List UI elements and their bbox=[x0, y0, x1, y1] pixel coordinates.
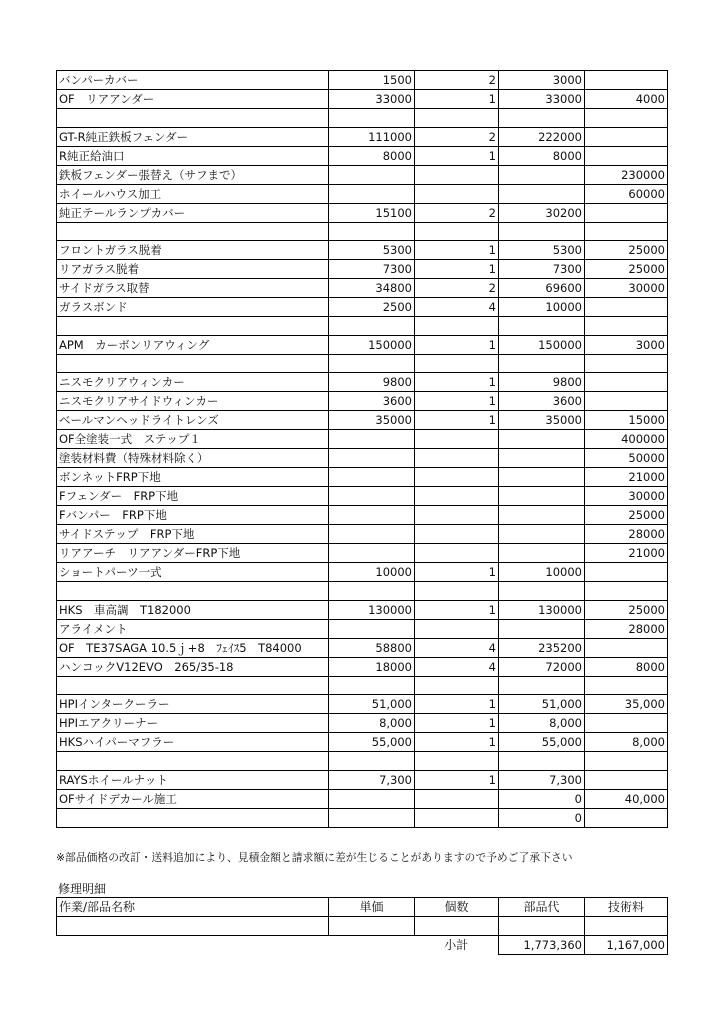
empty-cell bbox=[57, 917, 329, 936]
cell-price bbox=[329, 109, 415, 128]
cell-labor: 8000 bbox=[585, 657, 668, 676]
cell-price: 5300 bbox=[329, 241, 415, 260]
table-row bbox=[57, 354, 668, 373]
cell-parts bbox=[499, 525, 585, 544]
cell-price: 7300 bbox=[329, 260, 415, 279]
cell-name: ボンネットFRP下地 bbox=[57, 468, 329, 487]
table-row bbox=[57, 563, 668, 582]
cell-price bbox=[329, 582, 415, 601]
cell-parts bbox=[499, 109, 585, 128]
cell-name: OF TE37SAGA 10.5ｊ+8 ﾌｪｲｽ5 T84000 bbox=[57, 638, 329, 657]
disclaimer-note: ※部品価格の改訂・送料追加により、見積金額と請求額に差が生じることがありますので予めご了承下さい bbox=[56, 851, 573, 864]
cell-labor: 3000 bbox=[585, 335, 668, 354]
cell-name: サイドガラス取替 bbox=[57, 279, 329, 298]
cell-name: HKSハイパーマフラー bbox=[57, 733, 329, 752]
cell-name: ニスモクリアサイドウィンカー bbox=[57, 392, 329, 411]
cell-name: ハンコックV12EVO 265/35-18 bbox=[57, 657, 329, 676]
cell-parts: 3000 bbox=[499, 71, 585, 90]
subtotal-row bbox=[57, 936, 668, 955]
cell-name bbox=[57, 752, 329, 771]
cell-price: 35000 bbox=[329, 411, 415, 430]
cell-qty bbox=[415, 487, 499, 506]
cell-qty: 1 bbox=[415, 392, 499, 411]
cell-price: 2500 bbox=[329, 298, 415, 317]
cell-parts bbox=[499, 317, 585, 336]
cell-qty: 2 bbox=[415, 203, 499, 222]
cell-labor: 25000 bbox=[585, 241, 668, 260]
cell-name bbox=[57, 808, 329, 827]
cell-labor bbox=[585, 127, 668, 146]
cell-qty bbox=[415, 184, 499, 203]
cell-labor bbox=[585, 752, 668, 771]
cell-parts bbox=[499, 430, 585, 449]
header-price: 単価 bbox=[329, 898, 415, 917]
cell-parts bbox=[499, 222, 585, 241]
table-row bbox=[57, 789, 668, 808]
subtotal-label: 小計 bbox=[444, 938, 469, 953]
cell-name: ショートパーツ一式 bbox=[57, 563, 329, 582]
table-row bbox=[57, 317, 668, 336]
cell-labor: 28000 bbox=[585, 525, 668, 544]
cell-name: ベールマンヘッドライトレンズ bbox=[57, 411, 329, 430]
header-name: 作業/部品名称 bbox=[57, 898, 329, 917]
cell-parts: 8,000 bbox=[499, 714, 585, 733]
cell-labor bbox=[585, 222, 668, 241]
cell-parts: 51,000 bbox=[499, 695, 585, 714]
cell-labor bbox=[585, 298, 668, 317]
cell-qty bbox=[415, 752, 499, 771]
cell-name bbox=[57, 354, 329, 373]
table-row bbox=[57, 544, 668, 563]
cell-name bbox=[57, 676, 329, 695]
cell-labor: 28000 bbox=[585, 619, 668, 638]
table-row bbox=[57, 335, 668, 354]
header-row bbox=[57, 898, 668, 917]
empty-cell bbox=[585, 917, 668, 936]
cell-qty bbox=[415, 525, 499, 544]
cell-parts bbox=[499, 468, 585, 487]
cell-price bbox=[329, 525, 415, 544]
cell-qty: 1 bbox=[415, 563, 499, 582]
cell-name: ニスモクリアウィンカー bbox=[57, 373, 329, 392]
cell-labor: 25000 bbox=[585, 506, 668, 525]
cell-qty: 4 bbox=[415, 638, 499, 657]
empty-cell bbox=[499, 917, 585, 936]
empty-cell bbox=[329, 917, 415, 936]
cell-parts bbox=[499, 752, 585, 771]
table-row bbox=[57, 222, 668, 241]
cell-parts: 7,300 bbox=[499, 770, 585, 789]
cell-parts: 30200 bbox=[499, 203, 585, 222]
cell-price bbox=[329, 619, 415, 638]
cell-parts bbox=[499, 354, 585, 373]
cell-labor: 50000 bbox=[585, 449, 668, 468]
cell-price: 130000 bbox=[329, 600, 415, 619]
cell-price bbox=[329, 676, 415, 695]
estimate-table-top bbox=[56, 70, 667, 828]
cell-labor bbox=[585, 563, 668, 582]
cell-parts: 150000 bbox=[499, 335, 585, 354]
cell-price bbox=[329, 468, 415, 487]
cell-labor bbox=[585, 354, 668, 373]
subtotal-labor: 1,167,000 bbox=[585, 936, 668, 955]
cell-labor bbox=[585, 582, 668, 601]
cell-name: ホイールハウス加工 bbox=[57, 184, 329, 203]
table-row bbox=[57, 90, 668, 109]
table-row bbox=[57, 695, 668, 714]
cell-parts: 69600 bbox=[499, 279, 585, 298]
cell-labor bbox=[585, 676, 668, 695]
cell-parts: 5300 bbox=[499, 241, 585, 260]
cell-qty: 2 bbox=[415, 279, 499, 298]
cell-qty: 1 bbox=[415, 90, 499, 109]
cell-labor: 25000 bbox=[585, 600, 668, 619]
empty-row bbox=[57, 917, 668, 936]
cell-parts bbox=[499, 619, 585, 638]
cell-parts: 130000 bbox=[499, 600, 585, 619]
cell-qty: 1 bbox=[415, 770, 499, 789]
cell-price bbox=[329, 789, 415, 808]
cell-parts: 35000 bbox=[499, 411, 585, 430]
cell-name bbox=[57, 582, 329, 601]
table-row bbox=[57, 676, 668, 695]
cell-qty bbox=[415, 582, 499, 601]
cell-name: OF リアアンダー bbox=[57, 90, 329, 109]
cell-price: 55,000 bbox=[329, 733, 415, 752]
cell-qty bbox=[415, 109, 499, 128]
table-row bbox=[57, 619, 668, 638]
cell-qty bbox=[415, 222, 499, 241]
cell-parts: 10000 bbox=[499, 563, 585, 582]
cell-qty bbox=[415, 449, 499, 468]
cell-name: OF全塗装一式 ステップ１ bbox=[57, 430, 329, 449]
table-row bbox=[57, 733, 668, 752]
table-row bbox=[57, 487, 668, 506]
cell-qty bbox=[415, 789, 499, 808]
cell-qty: 4 bbox=[415, 657, 499, 676]
cell-price: 51,000 bbox=[329, 695, 415, 714]
cell-price bbox=[329, 430, 415, 449]
table-row bbox=[57, 184, 668, 203]
cell-name: 純正テールランプカバー bbox=[57, 203, 329, 222]
table-row bbox=[57, 770, 668, 789]
cell-qty: 1 bbox=[415, 373, 499, 392]
cell-price: 18000 bbox=[329, 657, 415, 676]
cell-labor: 35,000 bbox=[585, 695, 668, 714]
cell-name: HKS 車高調 T182000 bbox=[57, 600, 329, 619]
table-row bbox=[57, 714, 668, 733]
table-row bbox=[57, 657, 668, 676]
cell-name: APM カーボンリアウィング bbox=[57, 335, 329, 354]
table-row bbox=[57, 638, 668, 657]
cell-labor: 4000 bbox=[585, 90, 668, 109]
cell-name: 鉄板フェンダー張替え（サフまで） bbox=[57, 165, 329, 184]
cell-name: Fバンパー FRP下地 bbox=[57, 506, 329, 525]
cell-name bbox=[57, 109, 329, 128]
cell-price: 8,000 bbox=[329, 714, 415, 733]
cell-labor bbox=[585, 109, 668, 128]
table-row bbox=[57, 373, 668, 392]
cell-price: 58800 bbox=[329, 638, 415, 657]
cell-qty bbox=[415, 317, 499, 336]
cell-price: 3600 bbox=[329, 392, 415, 411]
cell-qty: 2 bbox=[415, 127, 499, 146]
table-row bbox=[57, 752, 668, 771]
cell-qty bbox=[415, 506, 499, 525]
cell-name: フロントガラス脱着 bbox=[57, 241, 329, 260]
cell-name bbox=[57, 317, 329, 336]
subtotal-parts: 1,773,360 bbox=[499, 936, 585, 955]
cell-qty bbox=[415, 619, 499, 638]
cell-price: 9800 bbox=[329, 373, 415, 392]
cell-labor bbox=[585, 638, 668, 657]
cell-price: 111000 bbox=[329, 127, 415, 146]
table-row bbox=[57, 241, 668, 260]
cell-labor: 230000 bbox=[585, 165, 668, 184]
cell-name: 塗装材料費（特殊材料除く） bbox=[57, 449, 329, 468]
cell-labor: 40,000 bbox=[585, 789, 668, 808]
cell-qty: 1 bbox=[415, 335, 499, 354]
cell-parts: 9800 bbox=[499, 373, 585, 392]
cell-price bbox=[329, 544, 415, 563]
table-row bbox=[57, 525, 668, 544]
cell-qty: 1 bbox=[415, 411, 499, 430]
cell-name: Fフェンダー FRP下地 bbox=[57, 487, 329, 506]
cell-parts bbox=[499, 165, 585, 184]
cell-price bbox=[329, 808, 415, 827]
table-row bbox=[57, 279, 668, 298]
cell-price: 10000 bbox=[329, 563, 415, 582]
cell-labor: 15000 bbox=[585, 411, 668, 430]
cell-labor bbox=[585, 317, 668, 336]
cell-name: アライメント bbox=[57, 619, 329, 638]
cell-name: ガラスボンド bbox=[57, 298, 329, 317]
cell-parts bbox=[499, 506, 585, 525]
cell-qty bbox=[415, 430, 499, 449]
cell-parts: 10000 bbox=[499, 298, 585, 317]
table-row bbox=[57, 165, 668, 184]
table-row bbox=[57, 127, 668, 146]
cell-parts: 222000 bbox=[499, 127, 585, 146]
cell-qty bbox=[415, 165, 499, 184]
cell-parts: 8000 bbox=[499, 146, 585, 165]
cell-price bbox=[329, 184, 415, 203]
cell-name: GT-R純正鉄板フェンダー bbox=[57, 127, 329, 146]
cell-parts: 72000 bbox=[499, 657, 585, 676]
cell-price bbox=[329, 752, 415, 771]
cell-qty: 1 bbox=[415, 600, 499, 619]
cell-name: HPIインタークーラー bbox=[57, 695, 329, 714]
cell-labor bbox=[585, 203, 668, 222]
cell-labor bbox=[585, 808, 668, 827]
cell-price bbox=[329, 222, 415, 241]
cell-labor: 21000 bbox=[585, 544, 668, 563]
cell-name: HPIエアクリーナー bbox=[57, 714, 329, 733]
cell-parts bbox=[499, 184, 585, 203]
cell-parts: 33000 bbox=[499, 90, 585, 109]
cell-labor: 400000 bbox=[585, 430, 668, 449]
table-row bbox=[57, 298, 668, 317]
cell-name: R純正給油口 bbox=[57, 146, 329, 165]
cell-labor bbox=[585, 714, 668, 733]
header-labor: 技術料 bbox=[585, 898, 668, 917]
cell-labor: 8,000 bbox=[585, 733, 668, 752]
cell-parts bbox=[499, 449, 585, 468]
cell-qty: 2 bbox=[415, 71, 499, 90]
table-row bbox=[57, 411, 668, 430]
cell-parts: 0 bbox=[499, 789, 585, 808]
cell-name: バンパーカバー bbox=[57, 71, 329, 90]
cell-name: リアガラス脱着 bbox=[57, 260, 329, 279]
cell-name: RAYSホイールナット bbox=[57, 770, 329, 789]
table-row bbox=[57, 146, 668, 165]
cell-name: リアアーチ リアアンダーFRP下地 bbox=[57, 544, 329, 563]
cell-qty bbox=[415, 468, 499, 487]
cell-parts: 55,000 bbox=[499, 733, 585, 752]
cell-parts bbox=[499, 676, 585, 695]
cell-labor bbox=[585, 71, 668, 90]
line-items-table bbox=[56, 70, 668, 828]
section-title: 修理明細 bbox=[58, 882, 107, 896]
table-row bbox=[57, 468, 668, 487]
cell-qty bbox=[415, 354, 499, 373]
table-row bbox=[57, 392, 668, 411]
cell-qty: 1 bbox=[415, 733, 499, 752]
table-row bbox=[57, 430, 668, 449]
cell-price bbox=[329, 449, 415, 468]
cell-labor: 30000 bbox=[585, 279, 668, 298]
table-row bbox=[57, 71, 668, 90]
cell-price: 7,300 bbox=[329, 770, 415, 789]
cell-qty: 1 bbox=[415, 241, 499, 260]
cell-parts bbox=[499, 544, 585, 563]
table-row bbox=[57, 808, 668, 827]
header-parts: 部品代 bbox=[499, 898, 585, 917]
cell-price: 15100 bbox=[329, 203, 415, 222]
cell-price bbox=[329, 354, 415, 373]
cell-qty: 1 bbox=[415, 695, 499, 714]
cell-price: 1500 bbox=[329, 71, 415, 90]
cell-parts: 7300 bbox=[499, 260, 585, 279]
cell-price: 150000 bbox=[329, 335, 415, 354]
cell-name: OFサイドデカール施工 bbox=[57, 789, 329, 808]
table-row bbox=[57, 600, 668, 619]
cell-name bbox=[57, 222, 329, 241]
cell-price bbox=[329, 165, 415, 184]
cell-price: 8000 bbox=[329, 146, 415, 165]
cell-price: 34800 bbox=[329, 279, 415, 298]
table-row bbox=[57, 449, 668, 468]
repair-detail-table bbox=[56, 897, 667, 955]
cell-labor bbox=[585, 392, 668, 411]
table-row bbox=[57, 260, 668, 279]
cell-labor bbox=[585, 770, 668, 789]
cell-parts: 235200 bbox=[499, 638, 585, 657]
cell-parts: 3600 bbox=[499, 392, 585, 411]
cell-qty bbox=[415, 676, 499, 695]
empty-cell bbox=[415, 917, 499, 936]
cell-qty bbox=[415, 808, 499, 827]
cell-qty: 1 bbox=[415, 146, 499, 165]
cell-qty: 4 bbox=[415, 298, 499, 317]
cell-parts bbox=[499, 582, 585, 601]
cell-qty: 1 bbox=[415, 714, 499, 733]
table-row bbox=[57, 582, 668, 601]
table-row bbox=[57, 203, 668, 222]
cell-name: サイドステップ FRP下地 bbox=[57, 525, 329, 544]
cell-price: 33000 bbox=[329, 90, 415, 109]
cell-price bbox=[329, 317, 415, 336]
cell-labor: 30000 bbox=[585, 487, 668, 506]
cell-labor: 60000 bbox=[585, 184, 668, 203]
table-row bbox=[57, 109, 668, 128]
cell-parts bbox=[499, 487, 585, 506]
cell-labor bbox=[585, 146, 668, 165]
cell-labor bbox=[585, 373, 668, 392]
cell-price bbox=[329, 487, 415, 506]
table-row bbox=[57, 506, 668, 525]
cell-parts: 0 bbox=[499, 808, 585, 827]
cell-price bbox=[329, 506, 415, 525]
cell-qty: 1 bbox=[415, 260, 499, 279]
header-qty: 個数 bbox=[415, 898, 499, 917]
cell-labor: 25000 bbox=[585, 260, 668, 279]
cell-labor: 21000 bbox=[585, 468, 668, 487]
cell-qty bbox=[415, 544, 499, 563]
